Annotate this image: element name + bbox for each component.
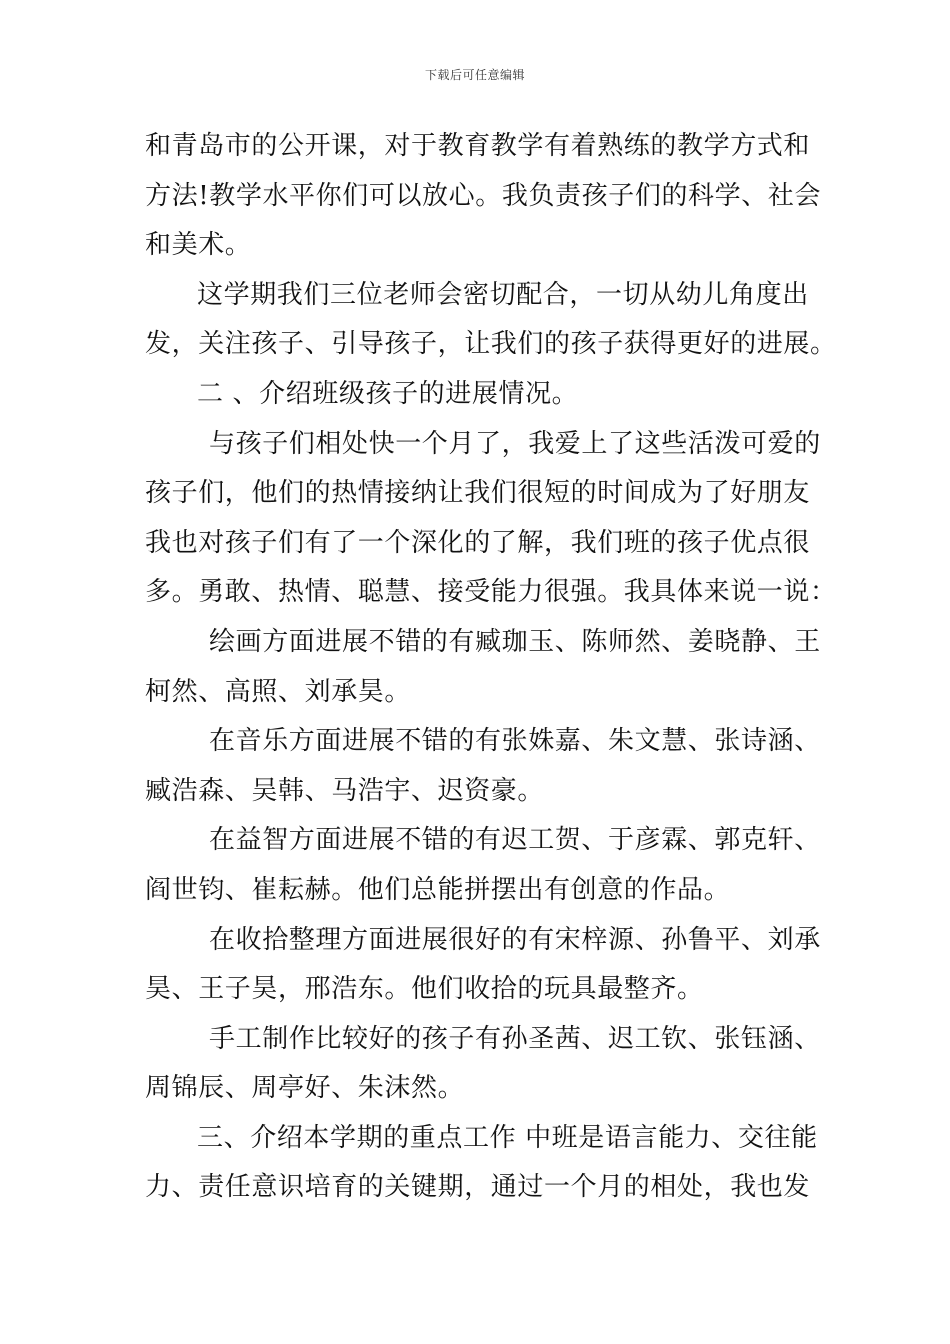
document-body xyxy=(145,122,837,1213)
paragraph-line: 在收拾整理方面进展很好的有宋梓源、孙鲁平、刘承 xyxy=(209,924,821,955)
paragraph-line: 力、责任意识培育的关键期，通过一个月的相处，我也发 xyxy=(145,1172,811,1203)
paragraph-line: 我也对孩子们有了一个深化的了解，我们班的孩子优点很 xyxy=(145,527,811,558)
page-header: 下载后可任意编辑 xyxy=(424,68,525,82)
paragraph-line: 周锦辰、周亭好、朱沫然。 xyxy=(145,1073,465,1104)
paragraph-line: 孩子们，他们的热情接纳让我们很短的时间成为了好朋友 xyxy=(145,478,811,509)
paragraph-line: 在益智方面进展不错的有迟工贺、于彦霖、郭克轩、 xyxy=(209,825,821,856)
paragraph-line: 手工制作比较好的孩子有孙圣茜、迟工钦、张钰涵、 xyxy=(209,1023,821,1054)
paragraph-line: 与孩子们相处快一个月了，我爱上了这些活泼可爱的 xyxy=(209,428,821,459)
paragraph-line: 昊、王子昊，邢浩东。他们收拾的玩具最整齐。 xyxy=(145,974,704,1005)
paragraph-line: 发，关注孩子、引导孩子，让我们的孩子获得更好的进展。 xyxy=(145,329,837,360)
paragraph-line: 臧浩森、吴韩、马浩宇、迟资豪。 xyxy=(145,775,545,806)
paragraph-line: 多。勇敢、热情、聪慧、接受能力很强。我具体来说一说： xyxy=(145,577,837,608)
paragraph-line: 和青岛市的公开课，对于教育教学有着熟练的教学方式和 xyxy=(145,131,811,161)
paragraph-line: 阎世钧、崔耘赫。他们总能拼摆出有创意的作品。 xyxy=(145,874,731,905)
paragraph-line: 和美术。 xyxy=(145,230,252,261)
paragraph-line: 绘画方面进展不错的有臧珈玉、陈师然、姜晓静、王 xyxy=(209,626,821,657)
section-heading: 二 、介绍班级孩子的进展情况。 xyxy=(197,378,579,409)
section-heading: 三、介绍本学期的重点工作 中班是语言能力、交往能 xyxy=(197,1122,818,1153)
paragraph-line: 柯然、高照、刘承昊。 xyxy=(145,676,412,707)
paragraph-line: 这学期我们三位老师会密切配合，一切从幼儿角度出 xyxy=(197,279,809,310)
paragraph-line: 在音乐方面进展不错的有张姝嘉、朱文慧、张诗涵、 xyxy=(209,726,821,757)
paragraph-line: 方法!教学水平你们可以放心。我负责孩子们的科学、社会 xyxy=(145,180,822,211)
